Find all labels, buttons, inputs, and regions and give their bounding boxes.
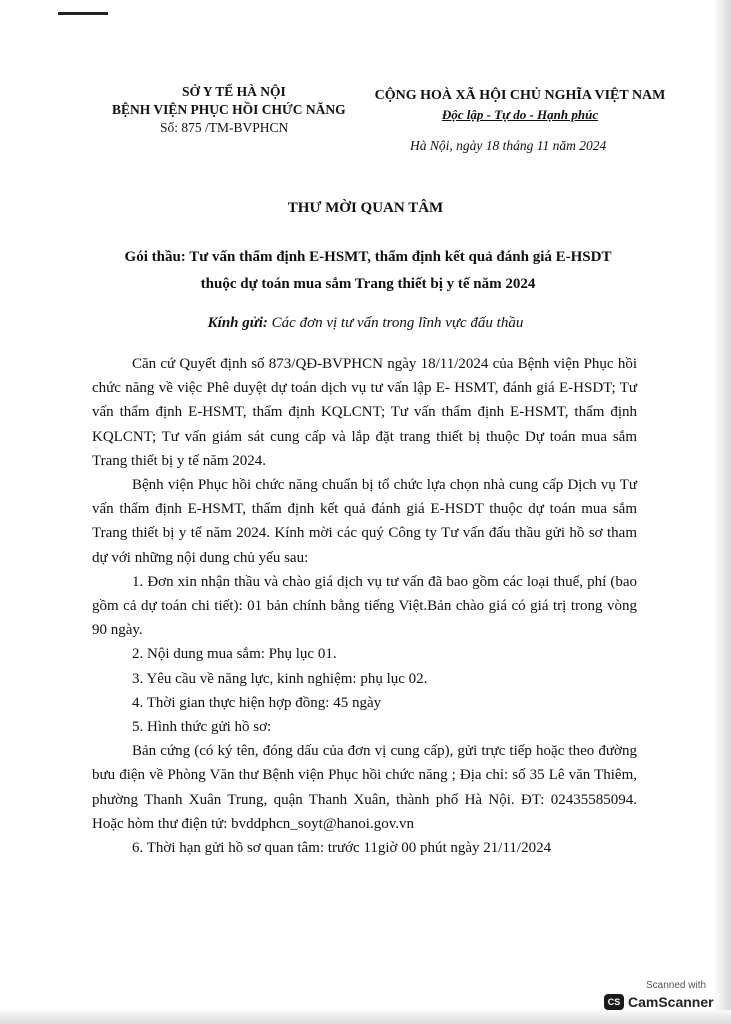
list-item-5: 5. Hình thức gửi hồ sơ: (132, 719, 272, 736)
national-motto: Độc lập - Tự do - Hạnh phúc (441, 107, 599, 122)
list-item-1: 1. Đơn xin nhận thầu và chào giá dịch vụ tư vấn đã bao gồm các loại thuế, phí (bao gồm cả dự toán chi tiết): 01 bản chính bằng tiếng Việt.Bản chào giá có giá trị trong vòng 90 ngày. (92, 573, 637, 639)
list-item-5-body: Bản cứng (có ký tên, đóng dấu của đơn vị cung cấp), gửi trực tiếp hoặc theo đường bưu điện về Phòng Văn thư Bệnh viện Phục hồi chức năng ; Địa chỉ: số 35 Lê văn Thiêm, phường Thanh Xuân Trung, quận Thanh Xuân, thành phố Hà Nội. ĐT: 02435585094. Hoặc hòm thư điện tử: bvddphcn_soyt@hanoi.gov.vn (92, 743, 637, 832)
list-item-6: 6. Thời hạn gửi hồ sơ quan tâm: trước 11giờ 00 phút ngày 21/11/2024 (132, 840, 552, 857)
department-name: SỞ Y TẾ HÀ NỘI (182, 84, 286, 99)
list-item-2: 2. Nội dung mua sắm: Phụ lục 01. (132, 646, 337, 663)
document-subject: Gói thầu: Tư vấn thẩm định E-HSMT, thẩm định kết quả đánh giá E-HSDT thuộc dự toán mua sắm Trang thiết bị y tế năm 2024 (124, 249, 612, 292)
issuer-header (112, 83, 372, 137)
camscanner-logo-icon: CS (604, 994, 624, 1010)
page-edge-shadow-bottom (0, 1010, 731, 1024)
document-number: Số: 875 /TM-BVPHCN (160, 120, 289, 135)
recipient-line (0, 315, 731, 332)
list-item-4: 4. Thời gian thực hiện hợp đồng: 45 ngày (132, 694, 382, 711)
scanned-with-text: Scanned with (646, 980, 707, 991)
paragraph-invitation: Bệnh viện Phục hồi chức năng chuẩn bị tổ chức lựa chọn nhà cung cấp Dịch vụ Tư vấn thẩm định E-HSMT, thẩm định kết quả đánh giá E-HSDT thuộc dự toán mua sắm Trang thiết bị y tế năm 2024. Kính mời các quý Công ty Tư vấn đấu thầu gửi hồ sơ tham dự với những nội dung chủ yếu sau: (92, 477, 637, 566)
recipient-label: Kính gửi: (207, 315, 268, 331)
national-header (370, 86, 670, 124)
recipient-value: Các đơn vị tư vấn trong lĩnh vực đấu thầu (267, 315, 524, 331)
dash-mark (58, 12, 108, 15)
list-item-3: 3. Yêu cầu về năng lực, kinh nghiệm: phụ lục 02. (132, 670, 428, 687)
paragraph-basis: Căn cứ Quyết định số 873/QĐ-BVPHCN ngày 18/11/2024 của Bệnh viện Phục hồi chức năng về việc Phê duyệt dự toán dịch vụ tư vấn lập E- HSMT, đánh giá E-HSDT; Tư vấn thẩm định E-HSMT, thẩm định KQLCNT; Tư vấn thẩm định E-HSMT, thẩm định KQLCNT; Tư vấn giám sát cung cấp và lắp đặt trang thiết bị thuộc Dự toán mua sắm Trang thiết bị y tế năm 2024. (92, 356, 637, 469)
national-title: CỘNG HOÀ XÃ HỘI CHỦ NGHĨA VIỆT NAM (374, 88, 666, 103)
page-edge-shadow-right (715, 0, 731, 1024)
document-title: THƯ MỜI QUAN TÂM (287, 200, 444, 216)
camscanner-name: CamScanner (628, 994, 714, 1010)
hospital-name: BỆNH VIỆN PHỤC HỒI CHỨC NĂNG (112, 102, 346, 117)
document-date: Hà Nội, ngày 18 tháng 11 năm 2024 (410, 138, 607, 153)
document-body (92, 352, 637, 860)
camscanner-watermark (604, 980, 722, 1012)
